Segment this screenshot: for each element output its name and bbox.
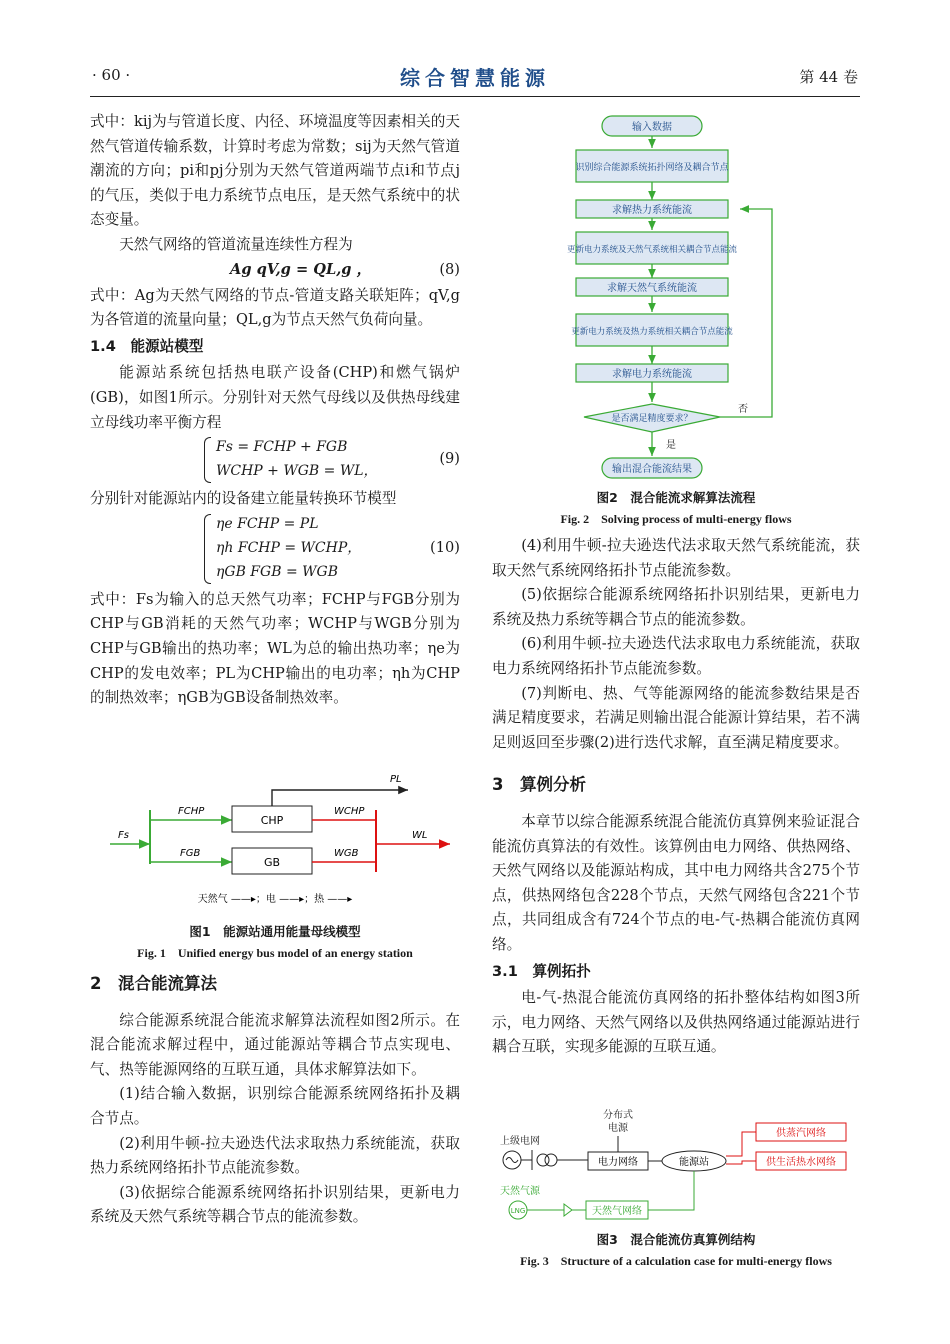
flow-text: 更新电力系统及热力系统相关耦合节点能流 <box>571 327 733 337</box>
paragraph: 分别针对能源站内的设备建立能量转换环节模型 <box>90 490 397 508</box>
equation-number: (9) <box>439 450 460 468</box>
right-column <box>492 534 860 1060</box>
equation-8 <box>90 258 460 284</box>
station-label: 能源站 <box>679 1157 709 1168</box>
electric-line <box>272 790 408 806</box>
equation-number: (10) <box>430 538 460 556</box>
flow-text: 是否满足精度要求？ <box>611 414 693 424</box>
gb-label: GB <box>263 856 281 869</box>
label-wgb: WGB <box>334 848 359 859</box>
yes-label: 是 <box>666 440 676 451</box>
paragraph: 能源站系统包括热电联产设备(CHP)和燃气锅炉(GB)，如图1所示。分别针对天然气母线以及供热母线建立母线功率平衡方程 <box>90 364 460 431</box>
flow-text: 识别综合能源系统拓扑网络及耦合节点 <box>575 163 729 173</box>
gas-source-label: 天然气源 <box>500 1186 540 1197</box>
equation-number: (8) <box>439 260 460 278</box>
equation-body <box>216 435 378 483</box>
paragraph: (5)依据综合能源系统网络拓扑识别结果，更新电力系统及热力系统等耦合节点的能流参数。 <box>492 586 860 628</box>
compressor-icon <box>564 1204 572 1216</box>
figure-caption-en: Fig. 1 Unified energy bus model of an energy station <box>137 946 413 960</box>
label-wl: WL <box>412 830 428 841</box>
volume-label: 第 44 卷 <box>799 68 858 86</box>
figure-1 <box>90 768 460 961</box>
paragraph: 式中：Fs为输入的总天然气功率；FCHP与FGB分别为CHP与GB消耗的天然气功率；WCHP与WGB分别为CHP与GB输出的热功率；WL为总的输出热功率；ηe为CHP的发电效率；PL为CHP输出的电功率；ηh为CHP的制热效率；ηGB为GB设备制热效率。 <box>90 590 460 707</box>
equation-line: ηGB FGB = WGB <box>216 563 338 580</box>
label-fchp: FCHP <box>178 806 205 817</box>
dist-label: 分布式 <box>603 1110 633 1121</box>
figure-caption-en: Fig. 2 Solving process of multi-energy flows <box>560 512 792 526</box>
paragraph: 式中：Ag为天然气网络的节点-管道支路关联矩阵；qV,g为各管道的流量向量；QL,g为节点天然气负荷向量。 <box>90 286 460 329</box>
topology-diagram <box>492 1106 860 1222</box>
page-header <box>90 62 860 97</box>
label-fs: Fs <box>118 830 129 841</box>
subsection-heading: 3.1 算例拓扑 <box>492 962 591 980</box>
section-heading: 3 算例分析 <box>492 775 586 795</box>
left-column <box>90 110 460 711</box>
energy-bus-diagram <box>90 768 460 928</box>
equation-line: ηh FCHP = WCHP， <box>216 539 362 556</box>
label-pl: PL <box>390 774 402 785</box>
legend: 天然气 ——▸；电 ——▸；热 ——▸ <box>197 894 353 905</box>
power-label: 电力网络 <box>598 1157 638 1168</box>
page-number: · 60 · <box>92 66 131 84</box>
flow-text: 输入数据 <box>632 122 672 133</box>
hotwater-label: 供生活热水网络 <box>766 1157 836 1168</box>
flow-text: 输出混合能流结果 <box>612 464 692 475</box>
flow-text: 求解天然气系统能流 <box>607 283 697 294</box>
equation-body: Ag qV,g = QL,g ， <box>230 260 372 278</box>
figure-caption: 图2 混合能流求解算法流程 <box>596 490 756 505</box>
chp-label: CHP <box>260 814 284 827</box>
paragraph: (1)结合输入数据，识别综合能源系统网络拓扑及耦合节点。 <box>90 1085 460 1127</box>
paragraph: 综合能源系统混合能流求解算法流程如图2所示。在混合能流求解过程中，通过能源站等耦合节点实现电、气、热等能源网络的互联互通，具体求解算法如下。 <box>90 1011 460 1078</box>
equation-body <box>216 512 361 584</box>
paragraph: 本章节以综合能源系统混合能流仿真算例来验证混合能流仿真算法的有效性。该算例由电力网络、供热网络、天然气网络以及能源站构成，其中电力网络共含275个节点，供热网络包含228个节点，天然气网络包含221个节点，共同组成含有724个节点的电-气-热耦合能流仿真网络。 <box>492 812 860 953</box>
paragraph: (4)利用牛顿-拉夫逊迭代法求取天然气系统能流，获取天然气系统网络拓扑节点能流参数。 <box>492 537 860 579</box>
equation-9 <box>90 435 460 487</box>
figure-caption: 图3 混合能流仿真算例结构 <box>596 1232 756 1247</box>
figure-2 <box>492 112 860 527</box>
brace <box>204 514 211 584</box>
figure-3 <box>492 1106 860 1269</box>
equation-10 <box>90 512 460 588</box>
lng-label: LNG <box>510 1207 526 1215</box>
flow-text: 更新电力系统及天然气系统相关耦合节点能流 <box>566 245 738 255</box>
label-wchp: WCHP <box>334 806 365 817</box>
journal-title: 综合智慧能源 <box>400 66 550 90</box>
flow-text: 求解电力系统能流 <box>612 369 692 380</box>
equation-line: ηe FCHP = PL <box>216 515 319 532</box>
paragraph: (2)利用牛顿-拉夫逊迭代法求取热力系统能流，获取热力系统网络拓扑节点能流参数。 <box>90 1134 460 1177</box>
paragraph: (7)判断电、热、气等能源网络的能流参数结果是否满足精度要求，若满足则输出混合能源计算结果，若不满足则返回至步骤(2)进行迭代求解，直至满足精度要求。 <box>492 684 860 751</box>
grid-label: 上级电网 <box>500 1136 540 1147</box>
paragraph: 天然气网络的管道流量连续性方程为 <box>119 235 353 253</box>
left-column-bottom <box>90 972 460 1230</box>
paragraph: (3)依据综合能源系统网络拓扑识别结果，更新电力系统及天然气系统等耦合节点的能流参数。 <box>90 1183 460 1226</box>
steam-label: 供蒸汽网络 <box>776 1128 826 1139</box>
figure-caption: 图1 能源站通用能量母线模型 <box>189 924 361 939</box>
label-fgb: FGB <box>180 848 201 859</box>
paragraph: 电-气-热混合能流仿真网络的拓扑整体结构如图3所示，电力网络、天然气网络以及供热网络通过能源站进行耦合互联，实现多能源的互联互通。 <box>492 989 860 1056</box>
paragraph: (6)利用牛顿-拉夫逊迭代法求取电力系统能流，获取电力系统网络拓扑节点能流参数。 <box>492 635 860 677</box>
equation-line: WCHP + WGB = WL， <box>216 463 378 480</box>
equation-line: Fs = FCHP + FGB <box>216 439 348 456</box>
paragraph: 式中：kij为与管道长度、内径、环境温度等因素相关的天然气管道传输系数，计算时考虑为常数；sij为天然气管道潮流的方向；pi和pj分别为天然气管道两端节点i和节点j的气压，类似于电力系统节点电压，是天然气系统中的状态变量。 <box>90 113 460 229</box>
flow-text: 求解热力系统能流 <box>612 205 692 216</box>
flowchart <box>492 112 860 484</box>
brace <box>204 437 211 483</box>
section-heading: 2 混合能流算法 <box>90 974 217 993</box>
figure-caption-en: Fig. 3 Structure of a calculation case for multi-energy flows <box>520 1254 832 1268</box>
no-label: 否 <box>738 404 748 415</box>
dist-label: 电源 <box>608 1123 628 1134</box>
gas-network-label: 天然气网络 <box>592 1206 642 1217</box>
section-heading: 1.4 能源站模型 <box>90 337 204 355</box>
